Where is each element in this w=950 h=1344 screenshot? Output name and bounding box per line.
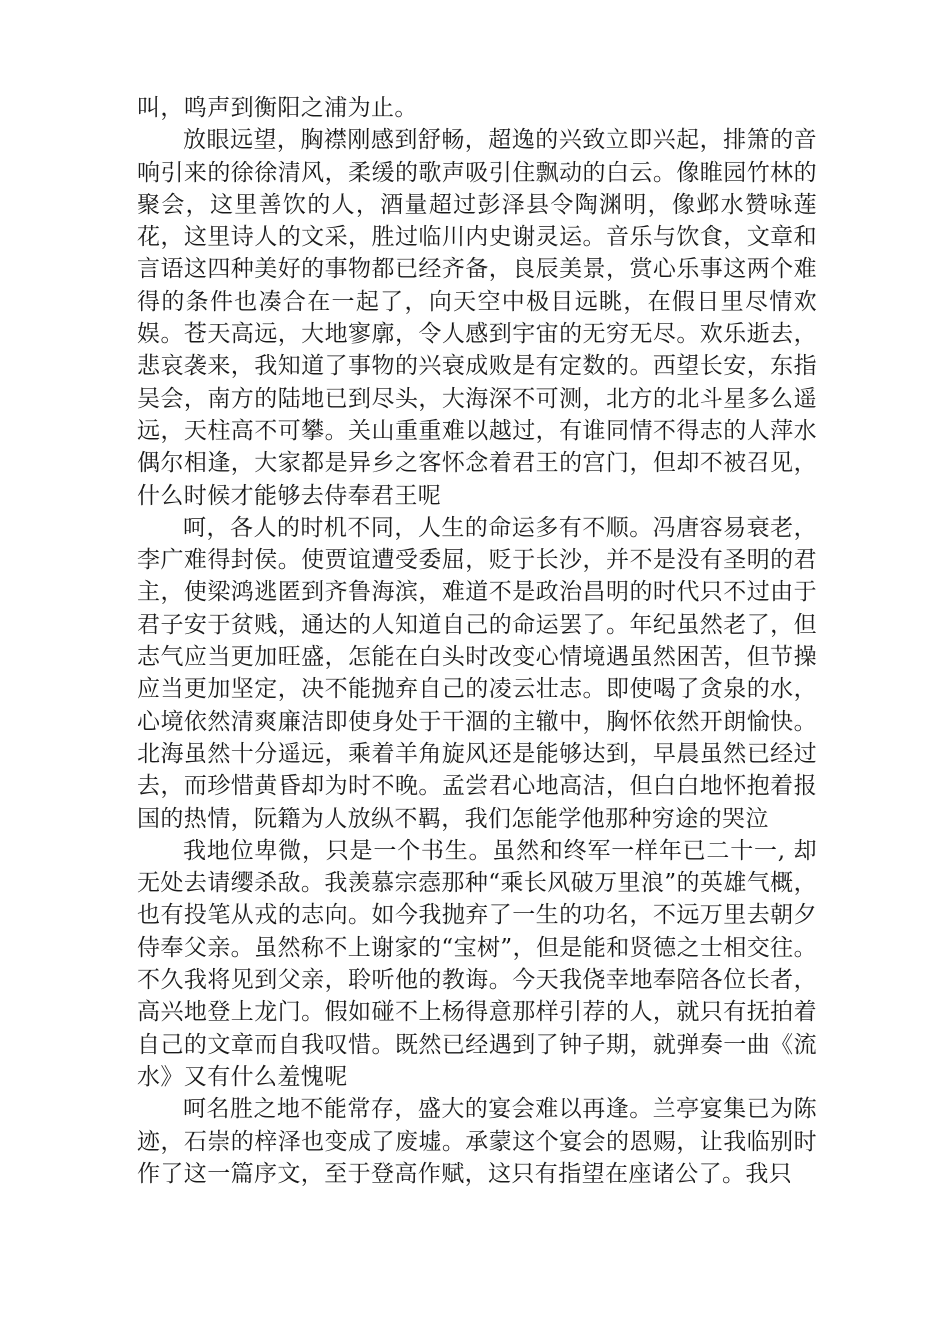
paragraph-scholar: 我地位卑微，只是一个书生。虽然和终军一样年已二十一, 却无处去请缨杀敌。我羡慕宗悫那种“乘长风破万里浪”的英雄气概，也有投笔从戎的志向。如今我抛弃了一生的功名，不远万里去朝夕侍奉父亲。虽然称不上谢家的“宝树”，但是能和贤德之士相交往。不久我将见到父亲，聆听他的教诲。今天我侥幸地奉陪各位长者，高兴地登上龙门。假如碰不上杨得意那样引荐的人，就只有抚拍着自己的文章而自我叹惜。既然已经遇到了钟子期，就弹奏一曲《流水》又有什么羞愧呢 [137,837,817,1090]
paragraph-view-scenery: 放眼远望，胸襟刚感到舒畅，超逸的兴致立即兴起，排箫的音响引来的徐徐清风，柔缓的歌声吸引住飘动的白云。像睢园竹林的聚会，这里善饮的人，酒量超过彭泽县令陶渊明，像邺水赞咏莲花，这里诗人的文采，胜过临川内史谢灵运。音乐与饮食，文章和言语这四种美好的事物都已经齐备，良辰美景，赏心乐事这两个难得的条件也凑合在一起了，向天空中极目远眺，在假日里尽情欢娱。苍天高远，大地寥廓，令人感到宇宙的无穷无尽。欢乐逝去，悲哀袭来，我知道了事物的兴衰成败是有定数的。西望长安，东指吴会，南方的陆地已到尽头，大海深不可测，北方的北斗星多么遥远，天柱高不可攀。关山重重难以越过，有谁同情不得志的人萍水偶尔相逢，大家都是异乡之客怀念着君王的宫门，但却不被召见，什么时候才能够去侍奉君王呢 [137,127,817,509]
paragraph-continuation: 叫，鸣声到衡阳之浦为止。 [137,95,418,121]
document-page [137,92,817,1190]
paragraph-fate: 呵，各人的时机不同，人生的命运多有不顺。冯唐容易衰老，李广难得封侯。使贾谊遭受委屈，贬于长沙，并不是没有圣明的君主，使梁鸿逃匿到齐鲁海滨，难道不是政治昌明的时代只不过由于君子安于贫贱，通达的人知道自己的命运罢了。年纪虽然老了，但志气应当更加旺盛，怎能在白头时改变心情境遇虽然困苦，但节操应当更加坚定，决不能抛弃自己的凌云壮志。即使喝了贪泉的水，心境依然清爽廉洁即使身处于干涸的主辙中，胸怀依然开朗愉快。北海虽然十分遥远，乘着羊角旋风还是能够达到，早晨虽然已经过去，而珍惜黄昏却为时不晚。孟尝君心地高洁，但白白地怀抱着报国的热情，阮籍为人放纵不羁，我们怎能学他那种穷途的哭泣 [137,514,817,832]
paragraph-farewell: 呵名胜之地不能常存，盛大的宴会难以再逢。兰亭宴集已为陈迹，石崇的梓泽也变成了废墟。承蒙这个宴会的恩赐，让我临别时作了这一篇序文，至于登高作赋，这只有指望在座诸公了。我只 [137,1096,817,1187]
